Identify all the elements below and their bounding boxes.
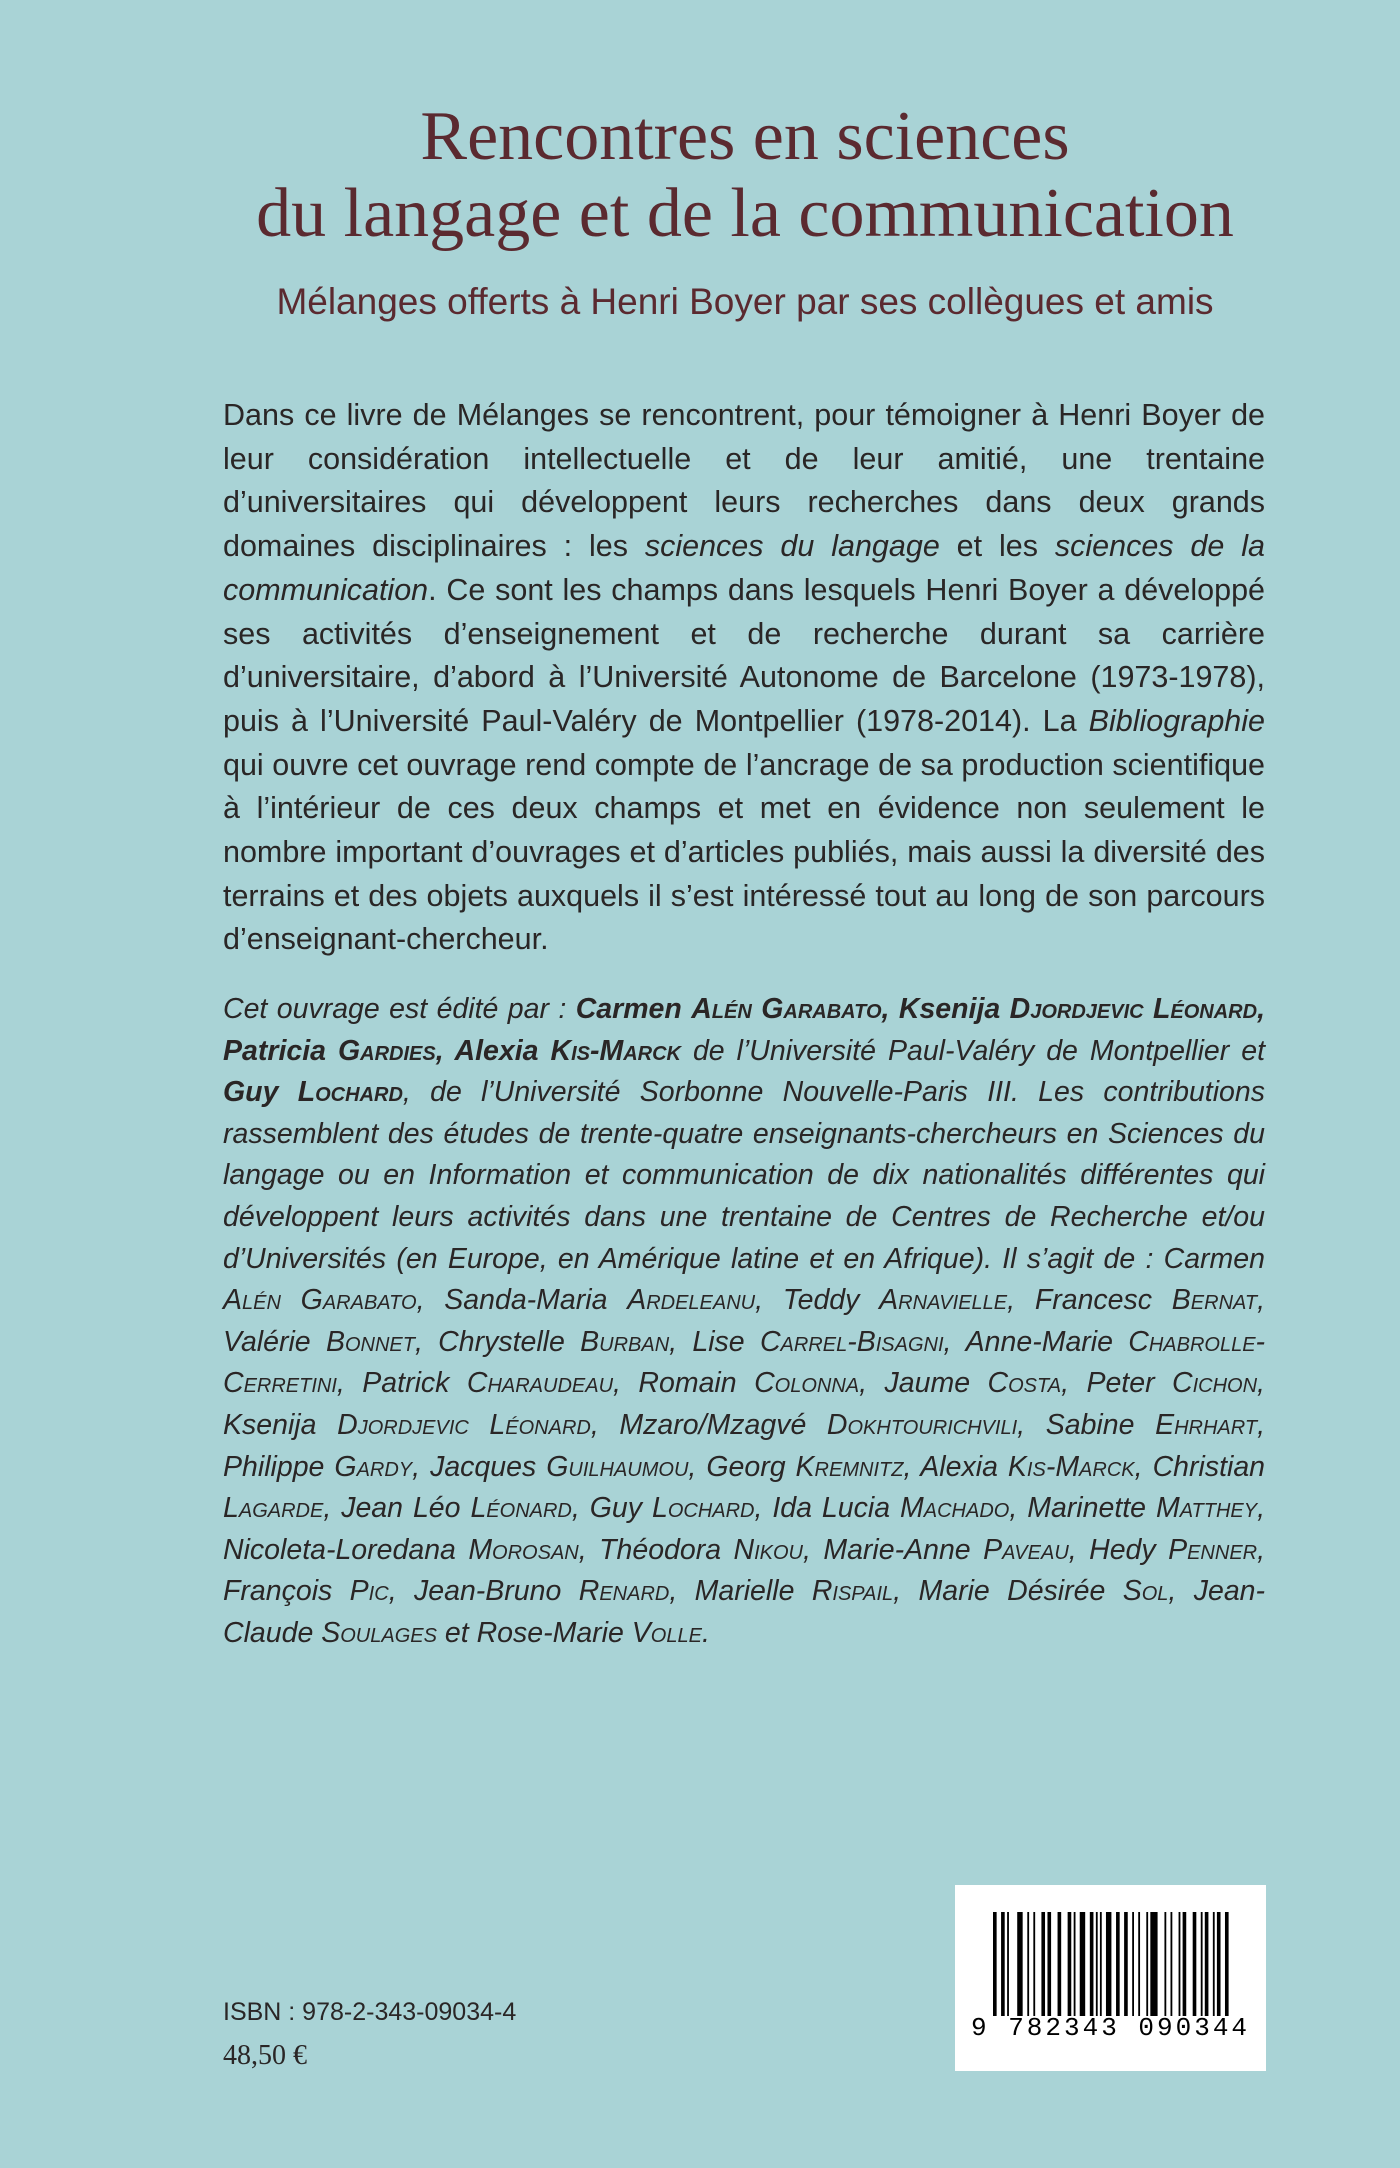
barcode-bar [1106, 1912, 1111, 2016]
contributor-name: Ksenija Djordjevic Léonard, [223, 1408, 620, 1441]
barcode-bar [1058, 1912, 1062, 2016]
abstract-emphasis-3: Bibliographie [1088, 703, 1265, 738]
contributor-name: Romain Colonna, [638, 1367, 885, 1400]
abstract-text-1: Dans ce livre de Mélanges se rencontrent, pour témoigner à Henri Boyer de leur considération intellectuelle et de leur amitié, une trentaine d’universitaires qui développent leurs recherches dans deux grands domaines disciplinaires : les [223, 398, 1265, 564]
barcode-bars [993, 1912, 1229, 2016]
barcode-bar [1116, 1912, 1120, 2016]
contributor-name: Marie Désirée Sol, [918, 1575, 1194, 1608]
contributor-name: Chrystelle Burban, [438, 1325, 693, 1358]
barcode-bar [993, 1912, 997, 2016]
barcode-bar [1033, 1912, 1035, 2016]
barcode-bar [1047, 1912, 1051, 2016]
barcode-bar [1074, 1912, 1076, 2016]
contributor-name: Rose-Marie Volle. [476, 1616, 710, 1649]
title-line-1: Rencontres en sciences [420, 98, 1070, 175]
barcode-bar [1213, 1912, 1215, 2016]
contributor-name: Teddy Arnavielle, [782, 1284, 1035, 1317]
barcode-digits: 9 782343 090344 [971, 2013, 1251, 2043]
barcode-bar [1217, 1912, 1221, 2016]
title-line-2: du langage et de la communication [256, 175, 1234, 252]
contributor-name: Nicoleta-Loredana Morosan, [223, 1533, 600, 1566]
barcode [955, 1885, 1266, 2071]
isbn: ISBN : 978-2-343-09034-4 [223, 1998, 517, 2026]
contributor-name: Sabine Ehrhart, [1045, 1408, 1265, 1441]
barcode-bar [1041, 1912, 1045, 2016]
editors-paragraph [223, 989, 1265, 1655]
contributor-name: Carmen Alén Garabato, [223, 1242, 1265, 1317]
book-title [0, 98, 1400, 252]
contributor-name: Théodora Nikou, [599, 1533, 824, 1566]
contributor-name: Francesc Bernat, [1034, 1284, 1266, 1317]
barcode-bar [1225, 1912, 1229, 2016]
barcode-bar [1193, 1912, 1197, 2016]
contributor-name: Jaume Costa, [884, 1367, 1087, 1400]
barcode-bar [1150, 1912, 1157, 2016]
editors-affiliation-2: , de l’Université Sorbonne Nouvelle-Paris III. Les contributions rassemblent des études de trente-quatre enseignants-chercheurs en Sciences du langage ou en Information et communication de dix nationalités différentes qui développent leurs activités dans une trentaine de Centres de Recherche et/ou d’Universités (en Europe, en Amérique latine et en Afrique). Il s’agit de : [223, 1076, 1265, 1275]
contributor-name: Ida Lucia Machado, [772, 1492, 1028, 1525]
barcode-bar [1100, 1912, 1102, 2016]
abstract-emphasis-1: sciences du langage [644, 529, 940, 564]
contributor-name: Anne-Marie Chabrolle-Cerretini, [223, 1325, 1266, 1400]
abstract-text-3: . Ce sont les champs dans lesquels Henri Boyer a développé ses activités d’enseignement et de recherche durant sa carrière d’universitaire, d’abord à l’Université Autonome de Barcelone (1973-1978), puis à l’Université Paul-Valéry de Montpellier (1978-2014). La [223, 572, 1265, 738]
barcode-bar [1001, 1912, 1005, 2016]
abstract-paragraph [223, 394, 1265, 962]
contributors-list [223, 1243, 1265, 1649]
editors-affiliation-1: de l’Université Paul-Valéry de Montpellier et [680, 1034, 1266, 1067]
contributor-name: Christian Lagarde, [223, 1450, 1266, 1525]
barcode-bar [1007, 1912, 1009, 2016]
contributor-name: Valérie Bonnet, [223, 1325, 439, 1358]
barcode-bar [1090, 1912, 1094, 2016]
barcode-bar [1132, 1912, 1134, 2016]
contributor-name: Guy Lochard, [589, 1492, 773, 1525]
barcode-bar [1183, 1912, 1187, 2016]
barcode-bar [1164, 1912, 1166, 2016]
editors-intro: Cet ouvrage est édité par : [223, 993, 576, 1025]
contributor-name: Jacques Guilhaumou, [430, 1450, 707, 1483]
contributor-name: Alexia Kis-Marck, [920, 1450, 1153, 1483]
barcode-bar [1080, 1912, 1085, 2016]
price: 48,50 € [223, 2040, 307, 2071]
contributor-name: Jean Léo Léonard, [341, 1492, 590, 1525]
contributor-name: Lise Carrel-Bisagni, [692, 1325, 966, 1358]
abstract-text-4: qui ouvre cet ouvrage rend compte de l’ancrage de sa production scientifique à l’intérieur de ces deux champs et met en évidence non seulement le nombre important d’ouvrages et d’articles publiés, mais aussi la diversité des terrains et des objets auxquels il s’est intéressé tout au long de son parcours d’enseignant-chercheur. [223, 747, 1265, 957]
contributor-name: Peter Cichon, [1086, 1367, 1265, 1400]
barcode-bar [1205, 1912, 1209, 2016]
contributor-name: Jean-Claude Soulages et [223, 1575, 1266, 1649]
contributor-name: Patrick Charaudeau, [362, 1367, 639, 1400]
contributor-name: Sanda-Maria Ardeleanu, [444, 1284, 783, 1317]
contributor-name: Jean-Bruno Renard, [414, 1575, 695, 1608]
contributor-name: Marielle Rispail, [694, 1575, 919, 1608]
barcode-bar [1179, 1912, 1181, 2016]
barcode-bar [1146, 1912, 1148, 2016]
contributor-name: François Pic, [223, 1575, 414, 1608]
editor-name: Guy Lochard [223, 1076, 403, 1109]
contributor-name: Georg Kremnitz, [706, 1450, 921, 1483]
barcode-bar [1138, 1912, 1140, 2016]
barcode-bar [1201, 1912, 1203, 2016]
abstract-emphasis-2: sciences de la communication [223, 529, 1265, 607]
barcode-bar [1017, 1912, 1022, 2016]
barcode-bar [1096, 1912, 1098, 2016]
contributor-name: Hedy Penner, [1089, 1533, 1266, 1566]
barcode-bar [1068, 1912, 1072, 2016]
contributor-name: Philippe Gardy, [223, 1450, 431, 1483]
abstract-text-2: et les [939, 529, 1055, 564]
book-subtitle: Mélanges offerts à Henri Boyer par ses collègues et amis [276, 281, 1214, 322]
editor-name: Carmen Alén Garabato, Ksenija Djordjevic Léonard, Patricia Gardies, Alexia Kis-Marck [223, 993, 1265, 1067]
contributor-name: Marie-Anne Paveau, [823, 1533, 1090, 1566]
barcode-bar [1124, 1912, 1128, 2016]
contributor-name: Marinette Matthey, [1027, 1492, 1266, 1525]
contributor-name: Mzaro/Mzagvé Dokhtourichvili, [619, 1408, 1046, 1441]
barcode-bar [1171, 1912, 1173, 2016]
barcode-bar [1027, 1912, 1029, 2016]
